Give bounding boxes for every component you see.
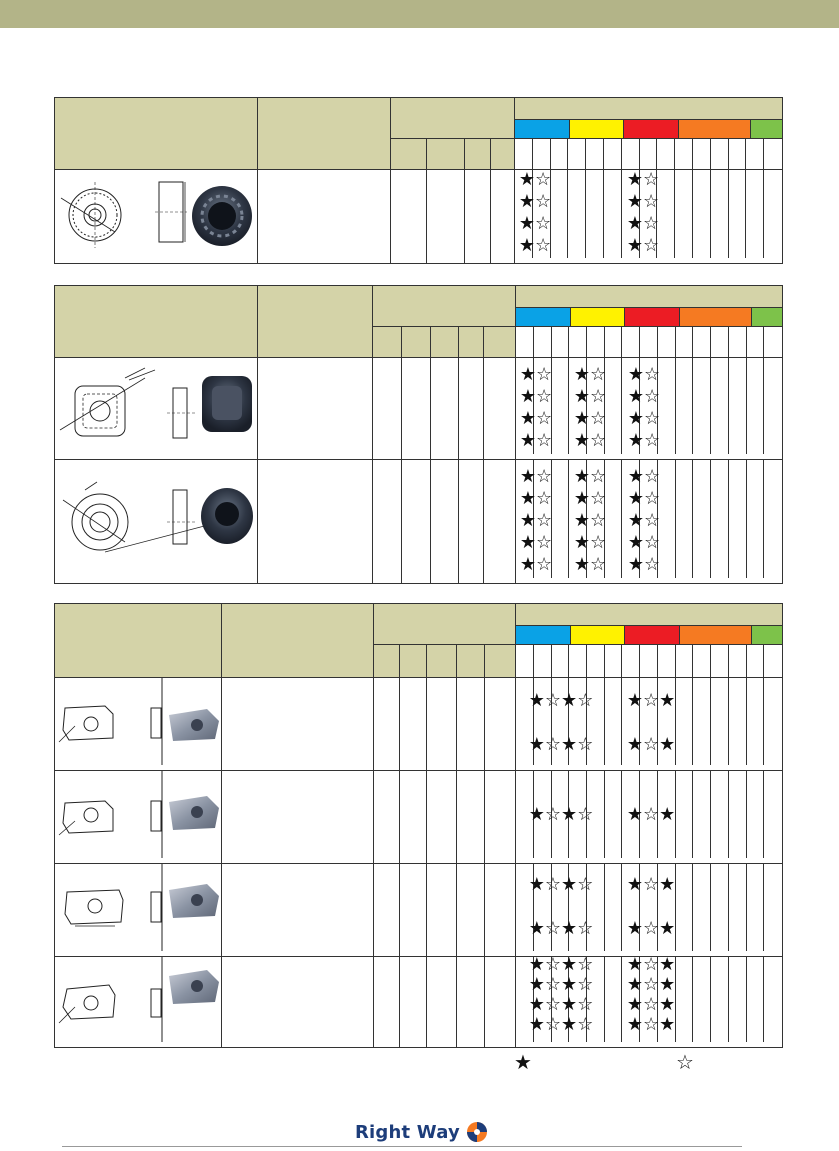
insert-model-cell xyxy=(222,864,374,957)
dim-cell xyxy=(485,957,516,1048)
dim-cell xyxy=(485,864,516,957)
stars-red: ★☆★ ★☆★ xyxy=(626,874,676,939)
dim-cell xyxy=(427,771,457,864)
stars-red: ★☆ ★☆ ★☆ ★☆ ★☆ xyxy=(627,466,661,575)
dim-col xyxy=(373,327,402,358)
insert-table-1 xyxy=(54,97,783,264)
dim-col xyxy=(485,645,516,678)
insert-photo-apkt-1 xyxy=(163,705,223,745)
header-shape xyxy=(55,98,258,170)
dim-cell xyxy=(373,358,402,460)
stars-blue: ★☆ ★☆ ★☆ ★☆ xyxy=(518,169,552,256)
stars-red: ★☆★ xyxy=(626,804,676,825)
dim-col xyxy=(427,139,465,170)
dim-cell xyxy=(427,864,457,957)
stars-blue-yellow: ★☆★☆ ★☆★☆ xyxy=(528,874,594,939)
dim-cell xyxy=(457,771,485,864)
dim-cell xyxy=(485,771,516,864)
dim-col xyxy=(391,139,427,170)
stars-blue: ★☆ ★☆ ★☆ ★☆ ★☆ xyxy=(519,466,553,575)
dim-cell xyxy=(402,358,431,460)
header-shape xyxy=(55,286,258,358)
dim-cell xyxy=(431,460,459,584)
footer-divider xyxy=(62,1146,742,1147)
grade-cols xyxy=(516,645,783,678)
insert-photo-apkt-4 xyxy=(163,966,223,1008)
dim-cell xyxy=(427,678,457,771)
dim-col xyxy=(491,139,515,170)
header-materials xyxy=(515,98,783,120)
insert-photo-square xyxy=(198,372,256,438)
dim-col xyxy=(457,645,485,678)
header-dimensions xyxy=(373,286,516,327)
dim-col xyxy=(465,139,491,170)
dim-col xyxy=(374,645,400,678)
header-model xyxy=(222,604,374,678)
stars-red: ★☆ ★☆ ★☆ ★☆ xyxy=(626,169,660,256)
grade-stars xyxy=(516,771,783,864)
dim-cell xyxy=(457,957,485,1048)
grade-stars xyxy=(516,954,783,1048)
dim-cell xyxy=(457,864,485,957)
header-materials xyxy=(516,604,783,626)
grade-stars xyxy=(516,460,783,584)
header-materials xyxy=(516,286,783,308)
legend-filled-star: ★ xyxy=(514,1050,532,1074)
dim-cell xyxy=(427,170,465,264)
stars-red: ★☆★ ★☆★ ★☆★ ★☆★ xyxy=(626,954,676,1035)
dim-cell xyxy=(400,957,427,1048)
insert-model-cell xyxy=(222,678,374,771)
header-dimensions xyxy=(391,98,515,139)
grade-stars xyxy=(515,170,783,264)
dim-cell xyxy=(485,678,516,771)
insert-photo-round xyxy=(198,484,256,554)
brand-name: Right Way xyxy=(355,1121,460,1143)
material-color-bar xyxy=(515,120,783,139)
dim-cell xyxy=(459,460,484,584)
stars-red: ★☆★ ★☆★ xyxy=(626,690,676,755)
stars-blue-yellow: ★☆★☆ ★☆★☆ xyxy=(528,690,594,755)
grade-stars xyxy=(516,358,783,460)
brand-swirl-icon xyxy=(464,1120,490,1144)
dim-cell xyxy=(400,771,427,864)
header-dimensions xyxy=(374,604,516,645)
material-color-bar xyxy=(516,308,783,327)
header-model xyxy=(258,98,391,170)
dim-col xyxy=(402,327,431,358)
header-model xyxy=(258,286,373,358)
insert-photo-apkt-2 xyxy=(163,792,223,834)
dim-cell xyxy=(491,170,515,264)
grade-stars xyxy=(516,678,783,771)
footer-brand-logo xyxy=(355,1120,490,1144)
insert-table-2 xyxy=(54,285,783,584)
stars-blue-yellow: ★☆★☆ xyxy=(528,804,594,825)
insert-photo xyxy=(258,170,391,264)
dim-cell xyxy=(374,957,400,1048)
dim-cell xyxy=(402,460,431,584)
stars-yellow: ★☆ ★☆ ★☆ ★☆ xyxy=(573,364,607,451)
dim-cell xyxy=(484,460,516,584)
dim-cell xyxy=(465,170,491,264)
dim-cell xyxy=(374,771,400,864)
dim-cell xyxy=(391,170,427,264)
dim-col xyxy=(484,327,516,358)
stars-yellow: ★☆ ★☆ ★☆ ★☆ ★☆ xyxy=(573,466,607,575)
dim-cell xyxy=(400,678,427,771)
grade-cols xyxy=(515,139,783,170)
dim-col xyxy=(459,327,484,358)
insert-model-cell xyxy=(258,358,373,460)
stars-red: ★☆ ★☆ ★☆ ★☆ xyxy=(627,364,661,451)
stars-blue: ★☆ ★☆ ★☆ ★☆ xyxy=(519,364,553,451)
dim-cell xyxy=(484,358,516,460)
dim-cell xyxy=(427,957,457,1048)
dim-col xyxy=(431,327,459,358)
dim-cell xyxy=(431,358,459,460)
insert-photo-apkt-3 xyxy=(163,880,223,922)
dim-col xyxy=(400,645,427,678)
dim-cell xyxy=(457,678,485,771)
dim-cell xyxy=(400,864,427,957)
dim-cell xyxy=(459,358,484,460)
grade-stars xyxy=(516,864,783,957)
dim-cell xyxy=(374,678,400,771)
insert-model-cell xyxy=(222,771,374,864)
insert-model-cell xyxy=(258,460,373,584)
insert-model-cell xyxy=(222,957,374,1048)
dim-col xyxy=(427,645,457,678)
dim-cell xyxy=(373,460,402,584)
stars-blue-yellow: ★☆★☆ ★☆★☆ ★☆★☆ ★☆★☆ xyxy=(528,954,594,1035)
insert-photo-round-serrated xyxy=(190,180,254,250)
dim-cell xyxy=(374,864,400,957)
material-color-bar xyxy=(516,626,783,645)
top-header-band xyxy=(0,0,839,28)
legend-hollow-star: ☆ xyxy=(676,1050,694,1074)
grade-cols xyxy=(516,327,783,358)
header-shape xyxy=(55,604,222,678)
